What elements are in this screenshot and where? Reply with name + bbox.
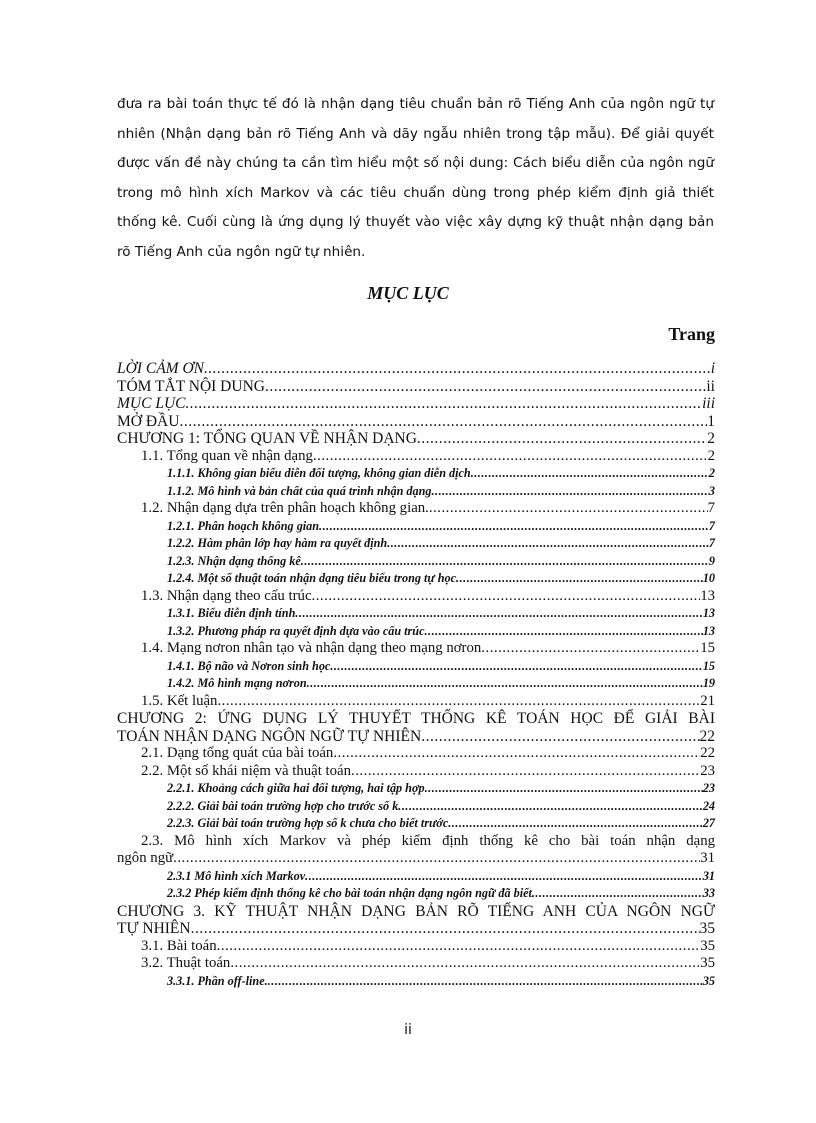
toc-entry-1-5[interactable]: 1.5. Kết luận ..... 21 xyxy=(117,693,715,711)
toc-entry-1-2-1[interactable]: 1.2.1. Phân hoạch không gian ..... 7 xyxy=(117,518,715,536)
toc-entry-chapter-1[interactable]: CHƯƠNG 1: TỔNG QUAN VỀ NHẬN DẠNG ..... 2 xyxy=(117,430,715,448)
toc-entry-1-4[interactable]: 1.4. Mạng nơron nhân tạo và nhận dạng theo mạng nơron ..... 15 xyxy=(117,640,715,658)
toc-entry-3-3-1[interactable]: 3.3.1. Phần off-line. ..... 35 xyxy=(117,973,715,991)
toc-entry-2-2-2[interactable]: 2.2.2. Giải bài toán trường hợp cho trước số k ..... 24 xyxy=(117,798,715,816)
toc-entry-2-3[interactable]: 2.3. Mô hình xích Markov và phép kiểm định thống kê cho bài toán nhận dạng ngôn ngữ ..... 31 xyxy=(117,833,715,868)
toc-entry-mo-dau[interactable]: MỞ ĐẦU ..... 1 xyxy=(117,413,715,431)
toc-entry-1-1[interactable]: 1.1. Tổng quan về nhận dạng ..... 2 xyxy=(117,448,715,466)
table-of-contents xyxy=(117,360,715,990)
toc-entry-3-2[interactable]: 3.2. Thuật toán ..... 35 xyxy=(117,955,715,973)
toc-entry-2-2[interactable]: 2.2. Một số khái niệm và thuật toán ..... 23 xyxy=(117,763,715,781)
page-number: ii xyxy=(404,1022,412,1038)
toc-entry-1-1-1[interactable]: 1.1.1. Không gian biểu diễn đối tượng, không gian diễn dịch ..... 2 xyxy=(117,465,715,483)
toc-entry-3-1[interactable]: 3.1. Bài toán ..... 35 xyxy=(117,938,715,956)
toc-entry-chapter-2-line1: CHƯƠNG 2: ỨNG DỤNG LÝ THUYẾT THỐNG KÊ TOÁN HỌC ĐỂ GIẢI BÀI xyxy=(117,710,715,727)
toc-entry-1-3[interactable]: 1.3. Nhận dạng theo cấu trúc ..... 13 xyxy=(117,588,715,606)
toc-entry-2-3-1[interactable]: 2.3.1 Mô hình xích Markov ..... 31 xyxy=(117,868,715,886)
toc-entry-loi-cam-on[interactable]: LỜI CẢM ƠN ..... i xyxy=(117,360,715,378)
toc-entry-1-2-3[interactable]: 1.2.3. Nhận dạng thống kê ..... 9 xyxy=(117,553,715,571)
intro-paragraph: đưa ra bài toán thực tế đó là nhận dạng tiêu chuẩn bản rõ Tiếng Anh của ngôn ngữ tự nhiên (Nhận dạng bản rõ Tiếng Anh và dãy ngẫu nhiên trong tập mẫu). Để giải quyết được vấn đề này chúng ta cần tìm hiểu một số nội dung: Cách biểu diễn của ngôn ngữ trong mô hình xích Markov và các tiêu chuẩn dùng trong phép kiểm định giả thiết thống kê. Cuối cùng là ứng dụng lý thuyết vào việc xây dựng kỹ thuật nhận dạng bản rõ Tiếng Anh của ngôn ngữ tự nhiên. xyxy=(117,96,714,260)
toc-entry-chapter-2[interactable]: CHƯƠNG 2: ỨNG DỤNG LÝ THUYẾT THỐNG KÊ TOÁN HỌC ĐỂ GIẢI BÀI TOÁN NHẬN DẠNG NGÔN NGỮ TỰ NHIÊN ..... 22 xyxy=(117,710,715,745)
toc-entry-1-3-1[interactable]: 1.3.1. Biểu diễn định tính ..... 13 xyxy=(117,605,715,623)
toc-entry-chapter-3[interactable]: CHƯƠNG 3. KỸ THUẬT NHẬN DẠNG BẢN RÕ TIẾNG ANH CỦA NGÔN NGỮ TỰ NHIÊN ..... 35 xyxy=(117,903,715,938)
toc-entry-1-4-2[interactable]: 1.4.2. Mô hình mạng nơron ..... 19 xyxy=(117,675,715,693)
toc-entry-1-4-1[interactable]: 1.4.1. Bộ não và Nơron sinh học ..... 15 xyxy=(117,658,715,676)
toc-entry-1-3-2[interactable]: 1.3.2. Phương pháp ra quyết định dựa vào cấu trúc ..... 13 xyxy=(117,623,715,641)
toc-title: MỤC LỤC xyxy=(367,283,449,303)
toc-entry-2-3-2[interactable]: 2.3.2 Phép kiểm định thống kê cho bài toán nhận dạng ngôn ngữ đã biết ..... 33 xyxy=(117,885,715,903)
toc-entry-2-2-1[interactable]: 2.2.1. Khoảng cách giữa hai đối tượng, hai tập hợp ..... 23 xyxy=(117,780,715,798)
toc-entry-1-2-4[interactable]: 1.2.4. Một số thuật toán nhận dạng tiêu biểu trong tự học ..... 10 xyxy=(117,570,715,588)
toc-entry-2-2-3[interactable]: 2.2.3. Giải bài toán trường hợp số k chưa cho biết trước ..... 27 xyxy=(117,815,715,833)
toc-entry-chapter-3-line1: CHƯƠNG 3. KỸ THUẬT NHẬN DẠNG BẢN RÕ TIẾNG ANH CỦA NGÔN NGỮ xyxy=(117,902,715,920)
toc-entry-2-1[interactable]: 2.1. Dạng tổng quát của bài toán ..... 22 xyxy=(117,745,715,763)
toc-entry-muc-luc[interactable]: MỤC LỤC ..... iii xyxy=(117,395,715,413)
toc-entry-tom-tat[interactable]: TÓM TẮT NỘI DUNG ..... ii xyxy=(117,378,715,396)
toc-entry-2-3-line1: 2.3. Mô hình xích Markov và phép kiểm định thống kê cho bài toán nhận dạng xyxy=(141,832,715,849)
toc-entry-1-2[interactable]: 1.2. Nhận dạng dựa trên phân hoạch không gian. ..... 7 xyxy=(117,500,715,518)
page-column-label: Trang xyxy=(668,324,715,344)
toc-entry-1-1-2[interactable]: 1.1.2. Mô hình và bản chất của quá trình nhận dạng ..... 3 xyxy=(117,483,715,501)
toc-entry-1-2-2[interactable]: 1.2.2. Hàm phân lớp hay hàm ra quyết định ..... 7 xyxy=(117,535,715,553)
